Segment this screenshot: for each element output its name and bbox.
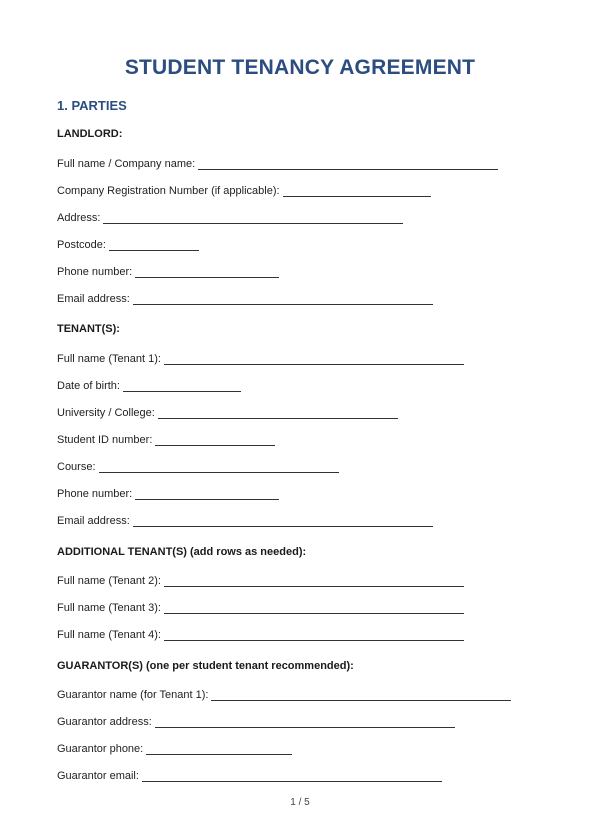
field-label: Full name (Tenant 3): [57,602,161,614]
landlord-email-field [57,289,433,305]
field-label: Full name (Tenant 4): [57,629,161,641]
tenant1-student-id-field [57,430,275,446]
field-label: Guarantor address: [57,716,152,728]
field-label: Full name (Tenant 2): [57,575,161,587]
tenants-heading: TENANT(S): [57,323,120,335]
tenant1-student-id-line[interactable] [155,434,275,446]
guarantor-name-field [57,685,511,701]
tenant4-full-name-field [57,625,464,641]
landlord-email-line[interactable] [133,293,433,305]
field-label: Postcode: [57,239,106,251]
tenant3-full-name-line[interactable] [164,602,464,614]
landlord-company-reg-field [57,181,431,197]
tenant1-full-name-line[interactable] [164,353,464,365]
tenant1-email-field [57,511,433,527]
document-title: STUDENT TENANCY AGREEMENT [124,56,476,79]
landlord-phone-line[interactable] [135,266,279,278]
field-label: Guarantor email: [57,770,139,782]
landlord-address-line[interactable] [103,212,403,224]
field-label: Company Registration Number (if applicable): [57,185,280,197]
tenant1-course-line[interactable] [99,461,339,473]
landlord-phone-field [57,262,279,278]
field-label: Full name (Tenant 1): [57,353,161,365]
page-indicator: 1 / 5 [290,797,310,808]
tenant1-phone-field [57,484,279,500]
guarantor-phone-field [57,739,292,755]
tenant3-full-name-field [57,598,464,614]
guarantor-name-line[interactable] [211,689,511,701]
tenant1-full-name-field [57,349,464,365]
field-label: Student ID number: [57,434,153,446]
field-label: Phone number: [57,266,133,278]
guarantor-address-field [57,712,455,728]
guarantor-address-line[interactable] [155,716,455,728]
field-label: Full name / Company name: [57,158,196,170]
landlord-full-name-field [57,154,498,170]
field-label: Email address: [57,515,130,527]
field-label: Date of birth: [57,380,120,392]
additional-tenants-heading: ADDITIONAL TENANT(S) (add rows as needed): [57,546,307,558]
tenant1-university-field [57,403,398,419]
field-label: Guarantor phone: [57,743,144,755]
field-label: University / College: [57,407,155,419]
guarantors-heading: GUARANTOR(S) (one per student tenant recommended): [57,660,354,672]
tenant1-email-line[interactable] [133,515,433,527]
landlord-heading: LANDLORD: [57,128,123,140]
section-heading-parties: 1. PARTIES [57,98,127,113]
landlord-full-name-line[interactable] [198,158,498,170]
field-label: Course: [57,461,96,473]
guarantor-email-line[interactable] [142,770,442,782]
landlord-address-field [57,208,403,224]
field-label: Address: [57,212,101,224]
tenant2-full-name-field [57,571,464,587]
guarantor-email-field [57,766,442,782]
tenant1-university-line[interactable] [158,407,398,419]
tenant2-full-name-line[interactable] [164,575,464,587]
landlord-company-reg-line[interactable] [283,185,431,197]
landlord-postcode-line[interactable] [109,239,199,251]
guarantor-phone-line[interactable] [146,743,292,755]
tenant1-phone-line[interactable] [135,488,279,500]
tenant1-course-field [57,457,339,473]
tenant4-full-name-line[interactable] [164,629,464,641]
field-label: Phone number: [57,488,133,500]
field-label: Guarantor name (for Tenant 1): [57,689,209,701]
tenant1-dob-field [57,376,241,392]
tenant1-dob-line[interactable] [123,380,241,392]
landlord-postcode-field [57,235,199,251]
field-label: Email address: [57,293,130,305]
